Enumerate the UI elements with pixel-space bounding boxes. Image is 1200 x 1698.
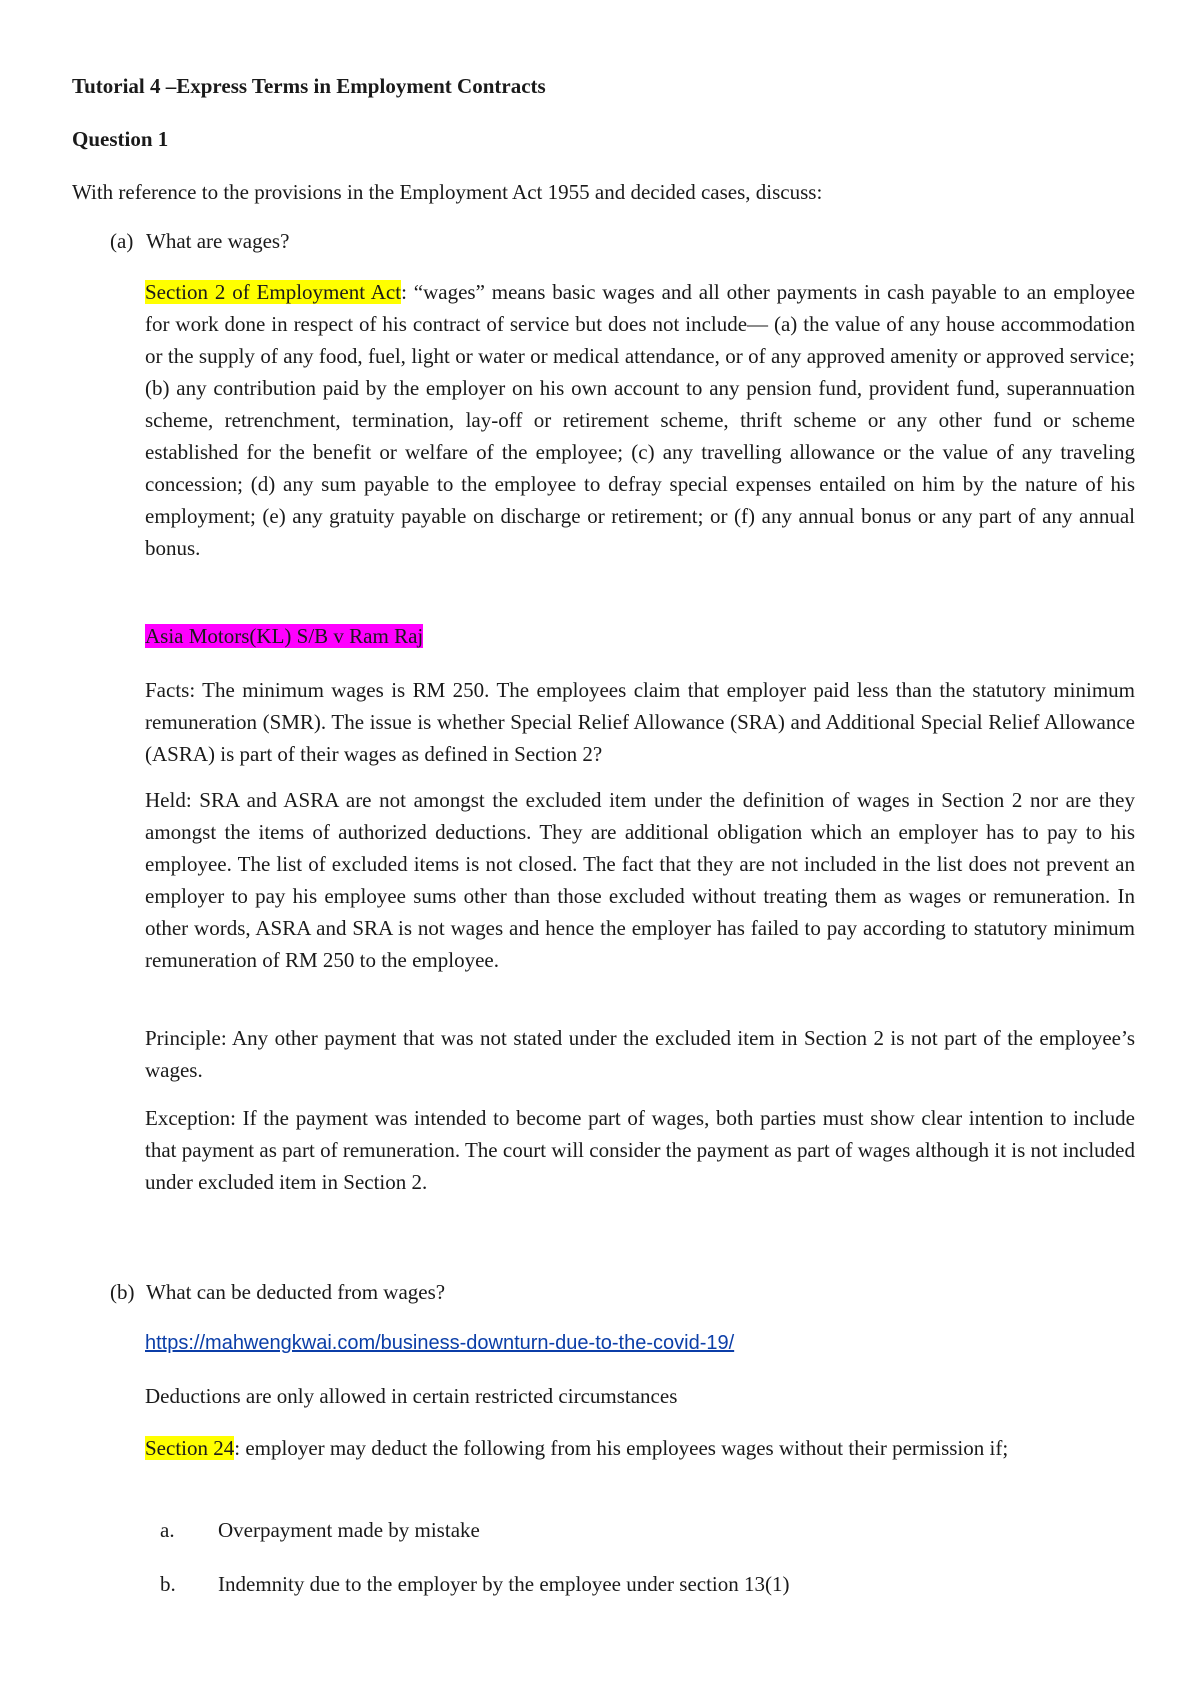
item-a-heading [110, 229, 289, 254]
case-principle: Principle: Any other payment that was not stated under the excluded item in Section 2 is not part of the employee’s wages. [145, 1026, 1135, 1082]
case-facts: Facts: The minimum wages is RM 250. The employees claim that employer paid less than the statutory minimum remuneration (SMR). The issue is whether Special Relief Allowance (SRA) and Additional Special Relief Allowance (ASRA) is part of their wages as defined in Section 2? [145, 678, 1135, 766]
list-item [160, 1518, 480, 1543]
list-item-label: a. [160, 1518, 175, 1542]
case-exception: Exception: If the payment was intended to become part of wages, both parties must show clear intention to include that payment as part of remuneration. The court will consider the payment as part of wages although it is not included under excluded item in Section 2. [145, 1106, 1135, 1194]
section-24-paragraph [145, 1432, 1135, 1464]
section-2-reference: Section 2 of Employment Act [145, 280, 402, 304]
case-name-line [145, 620, 1135, 652]
section-2-paragraph [145, 276, 1135, 564]
case-name: Asia Motors(KL) S/B v Ram Raj [145, 624, 424, 648]
item-a-text: What are wages? [146, 229, 290, 253]
item-a-label: (a) [110, 229, 134, 253]
section-24-reference: Section 24 [145, 1436, 235, 1460]
question-intro: With reference to the provisions in the Employment Act 1955 and decided cases, discuss: [72, 180, 823, 204]
section-2-text: : “wages” means basic wages and all other payments in cash payable to an employee for work done in respect of his contract of service but does not include— (a) the value of any house accommodation or the supply of any food, fuel, light or water or medical attendance, or of any approved amenity or approved service; (b) any contribution paid by the employer on his own account to any pension fund, provident fund, superannuation scheme, retrenchment, termination, lay-off or retirement scheme, thrift scheme or any other fund or scheme established for the benefit or welfare of the employee; (c) any travelling allowance or the value of any traveling concession; (d) any sum payable to the employee to defray special expenses entailed on him by the nature of his employment; (e) any gratuity payable on discharge or retirement; or (f) any annual bonus or any part of any annual bonus. [145, 280, 1136, 560]
list-item-text: Indemnity due to the employer by the employee under section 13(1) [218, 1572, 790, 1596]
list-item-label: b. [160, 1572, 176, 1596]
reference-link-line [145, 1326, 1135, 1359]
case-held: Held: SRA and ASRA are not amongst the excluded item under the definition of wages in Section 2 nor are they amongst the items of authorized deductions. They are additional obligation which an employer has to pay to his employee. The list of excluded items is not closed. The fact that they are not included in the list does not prevent an employer to pay his employee sums other than those excluded without treating them as wages or remuneration. In other words, ASRA and SRA is not wages and hence the employer has failed to pay according to statutory minimum remuneration of RM 250 to the employee. [145, 788, 1135, 972]
list-item-text: Overpayment made by mistake [218, 1518, 480, 1542]
item-b-text: What can be deducted from wages? [146, 1280, 446, 1304]
item-b-label: (b) [110, 1280, 135, 1304]
question-heading: Question 1 [72, 127, 169, 151]
list-item [160, 1572, 790, 1597]
reference-link[interactable]: https://mahwengkwai.com/business-downturn-due-to-the-covid-19/ [145, 1332, 735, 1354]
item-b-heading [110, 1280, 445, 1305]
restricted-deductions-text: Deductions are only allowed in certain restricted circumstances [145, 1384, 678, 1408]
page-title: Tutorial 4 –Express Terms in Employment Contracts [72, 74, 546, 98]
section-24-text: : employer may deduct the following from his employees wages without their permission if; [234, 1436, 1009, 1460]
